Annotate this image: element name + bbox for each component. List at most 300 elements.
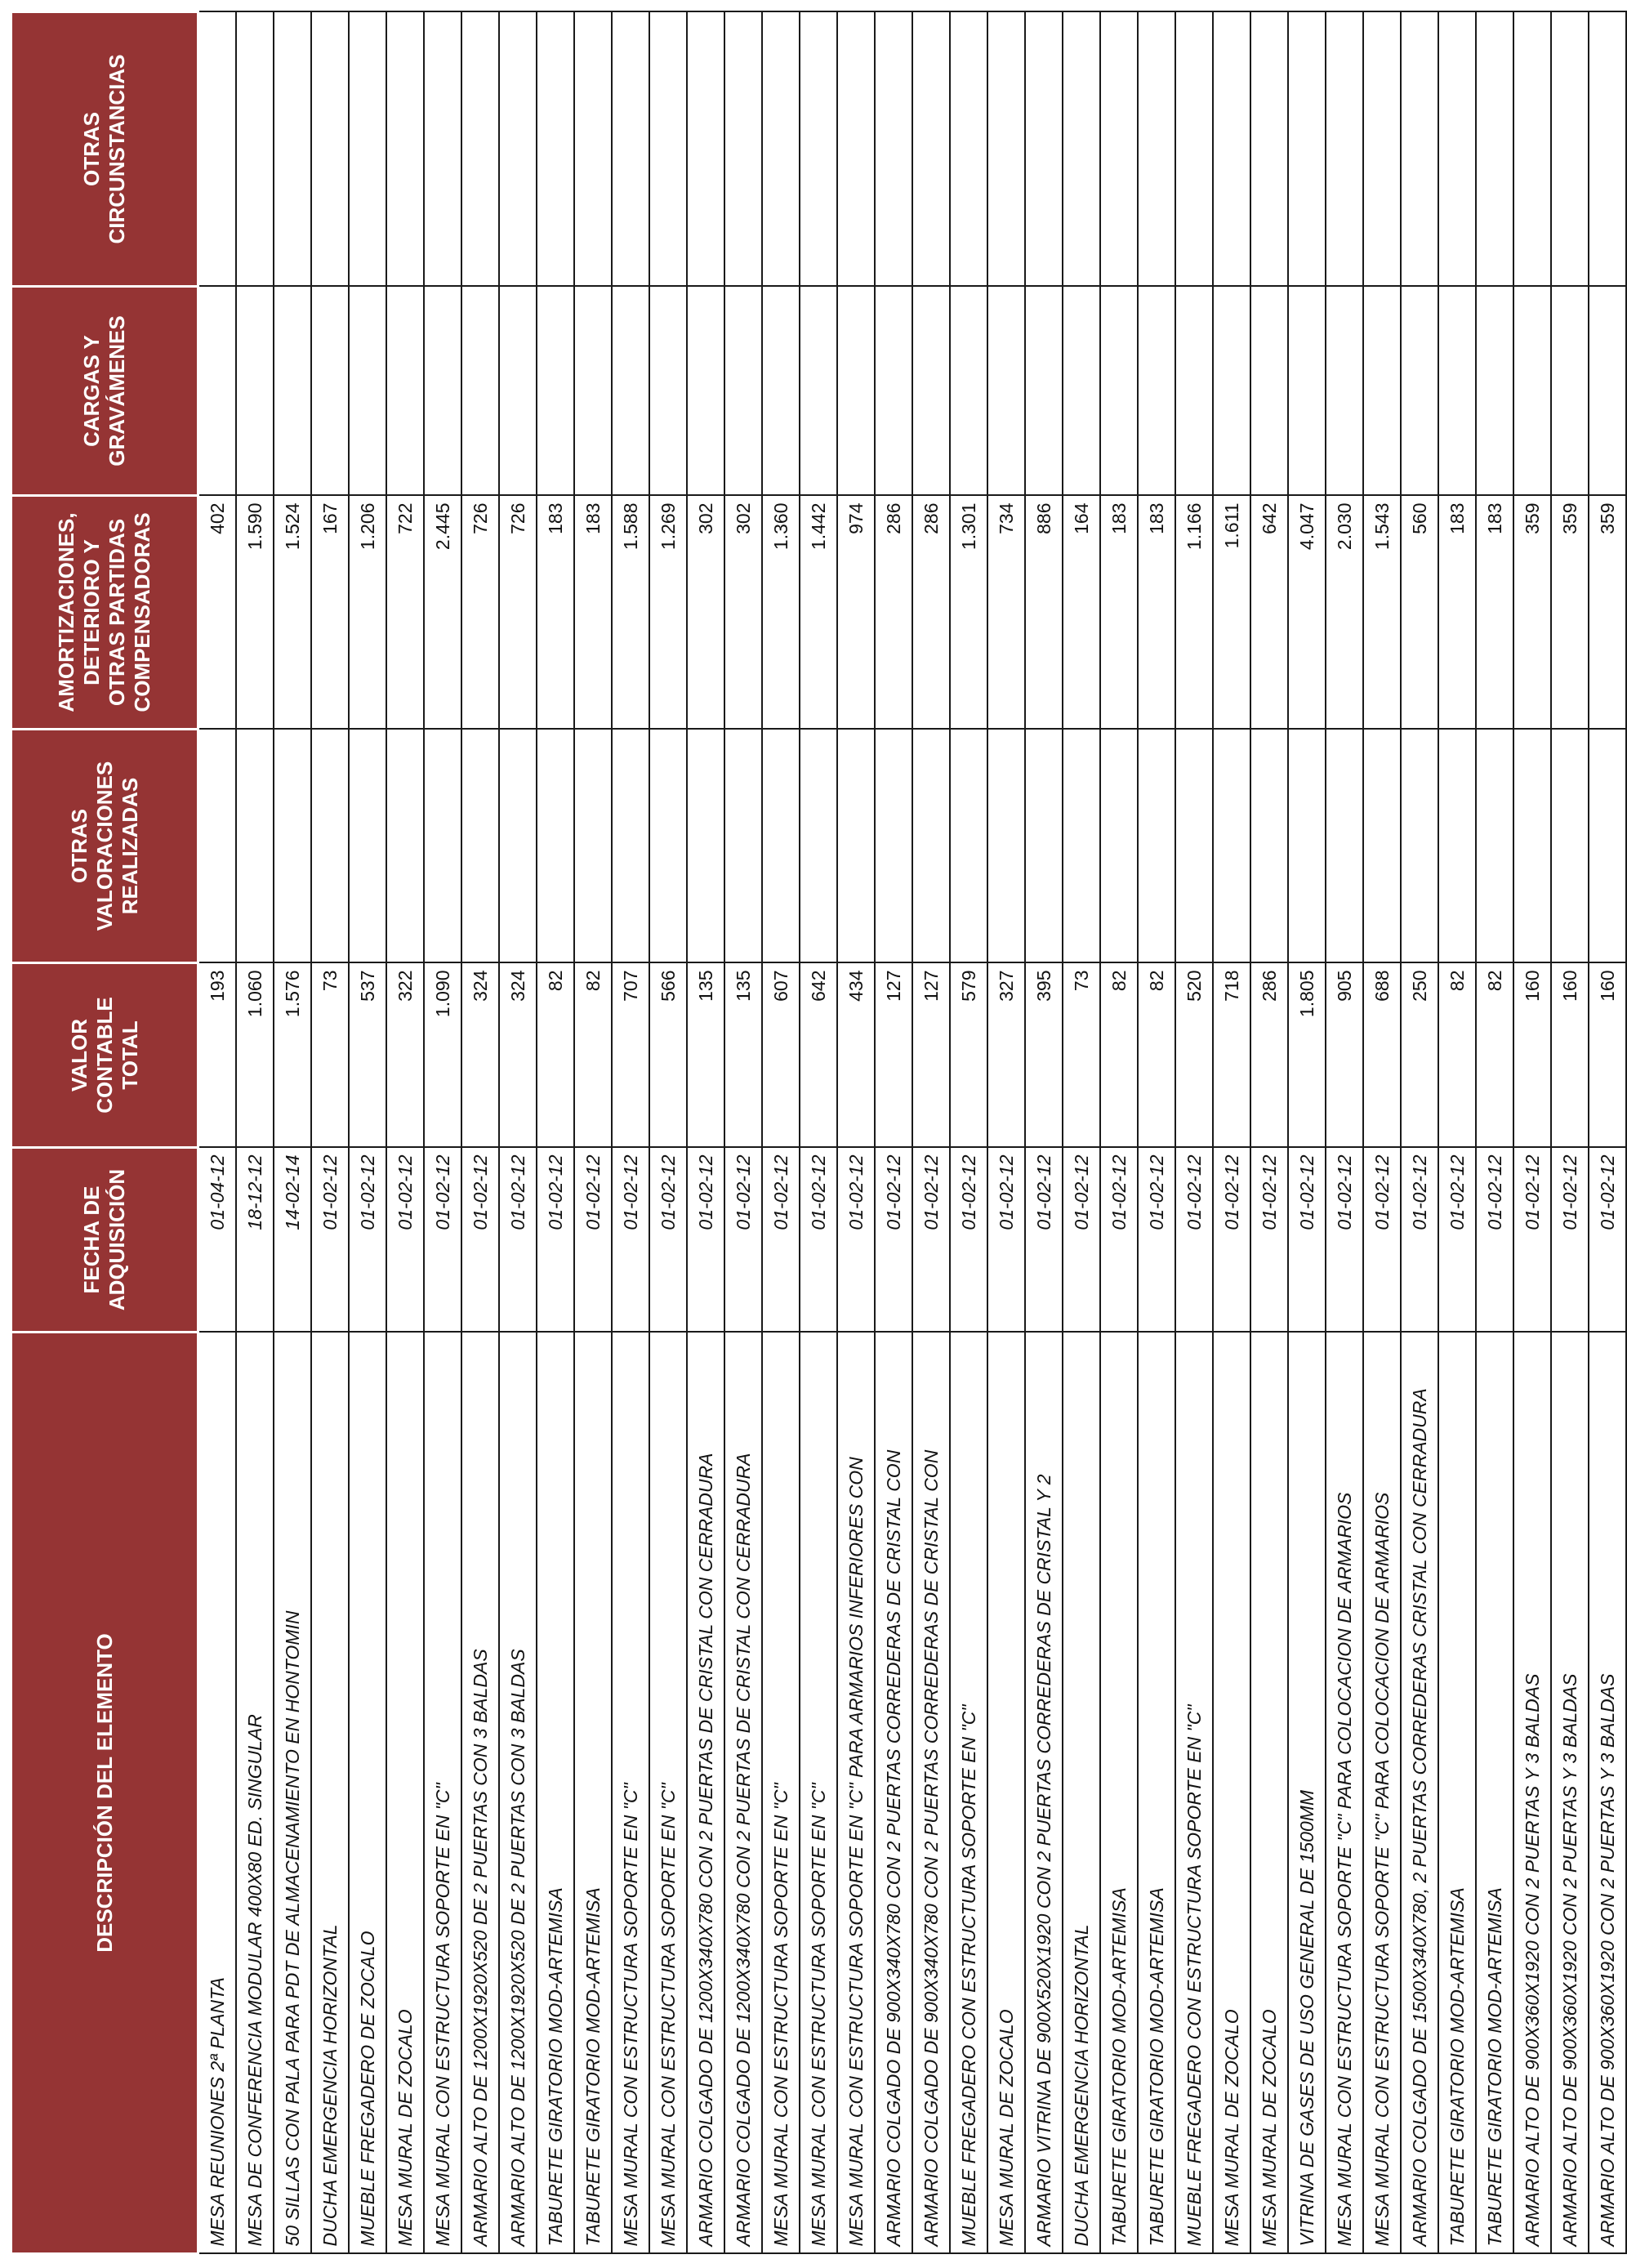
table-row [386,12,424,2254]
cell-otras-circunstancias [1250,12,1288,287]
cell-valor-contable: 193 [198,963,237,1148]
cell-valor-contable: 82 [1100,963,1138,1148]
cell-otras-valoraciones [1551,730,1589,963]
cell-descripcion: MESA DE CONFERENCIA MODULAR 400X80 ED. SINGULAR [236,1333,274,2254]
cell-descripcion: MESA REUNIONES 2ª PLANTA [198,1333,237,2254]
cell-cargas [1138,287,1175,496]
table-row [1138,12,1175,2254]
cell-valor-contable: 322 [386,963,424,1148]
cell-cargas [274,287,311,496]
cell-fecha: 01-02-12 [499,1148,537,1333]
cell-descripcion: MESA MURAL DE ZOCALO [987,1333,1025,2254]
cell-descripcion: MESA MURAL CON ESTRUCTURA SOPORTE EN "C" PARA ARMARIOS INFERIORES CON [837,1333,875,2254]
table-row [274,12,311,2254]
cell-otras-circunstancias [499,12,537,287]
cell-cargas [1213,287,1250,496]
cell-fecha: 01-02-12 [461,1148,499,1333]
table-row [1100,12,1138,2254]
cell-otras-circunstancias [1401,12,1438,287]
cell-cargas [424,287,461,496]
cell-fecha: 01-02-12 [1288,1148,1326,1333]
cell-amortizaciones: 734 [987,496,1025,730]
cell-otras-circunstancias [349,12,386,287]
cell-valor-contable: 566 [649,963,687,1148]
cell-fecha: 01-02-12 [649,1148,687,1333]
cell-cargas [236,287,274,496]
cell-otras-circunstancias [950,12,987,287]
cell-cargas [1401,287,1438,496]
cell-cargas [912,287,950,496]
cell-otras-valoraciones [950,730,987,963]
cell-otras-circunstancias [236,12,274,287]
table-row [1513,12,1551,2254]
cell-amortizaciones: 2.445 [424,496,461,730]
table-row [1363,12,1401,2254]
cell-fecha: 01-02-12 [1025,1148,1063,1333]
cell-cargas [800,287,837,496]
cell-descripcion: VITRINA DE GASES DE USO GENERAL DE 1500MM [1288,1333,1326,2254]
cell-descripcion: 50 SILLAS CON PALA PARA PDT DE ALMACENAMIENTO EN HONTOMIN [274,1333,311,2254]
cell-amortizaciones: 1.301 [950,496,987,730]
cell-otras-valoraciones [274,730,311,963]
table-row [1213,12,1250,2254]
table-row [198,12,237,2254]
cell-otras-circunstancias [762,12,800,287]
cell-fecha: 01-02-12 [1363,1148,1401,1333]
cell-descripcion: MESA MURAL DE ZOCALO [1250,1333,1288,2254]
cell-fecha: 01-02-12 [1401,1148,1438,1333]
cell-otras-valoraciones [236,730,274,963]
cell-fecha: 01-02-12 [724,1148,762,1333]
table-row [1175,12,1213,2254]
cell-valor-contable: 520 [1175,963,1213,1148]
table-row [912,12,950,2254]
cell-fecha: 01-02-12 [762,1148,800,1333]
cell-valor-contable: 82 [1476,963,1513,1148]
table-row [800,12,837,2254]
cell-otras-valoraciones [1138,730,1175,963]
cell-descripcion: MESA MURAL CON ESTRUCTURA SOPORTE EN "C" [800,1333,837,2254]
cell-otras-valoraciones [1326,730,1363,963]
cell-descripcion: ARMARIO COLGADO DE 900X340X780 CON 2 PUERTAS CORREDERAS DE CRISTAL CON [875,1333,912,2254]
cell-valor-contable: 1.576 [274,963,311,1148]
cell-otras-circunstancias [198,12,237,287]
header-valor-contable: VALOR CONTABLE TOTAL [11,963,198,1148]
table-row [724,12,762,2254]
cell-otras-circunstancias [461,12,499,287]
cell-fecha: 01-02-12 [424,1148,461,1333]
cell-amortizaciones: 1.206 [349,496,386,730]
cell-amortizaciones: 1.442 [800,496,837,730]
cell-otras-valoraciones [349,730,386,963]
cell-descripcion: ARMARIO COLGADO DE 1200X340X780 CON 2 PUERTAS DE CRISTAL CON CERRADURA [687,1333,724,2254]
cell-fecha: 01-02-12 [1063,1148,1100,1333]
cell-fecha: 01-04-12 [198,1148,237,1333]
cell-amortizaciones: 164 [1063,496,1100,730]
cell-descripcion: TABURETE GIRATORIO MOD-ARTEMISA [1138,1333,1175,2254]
cell-amortizaciones: 1.590 [236,496,274,730]
cell-otras-valoraciones [649,730,687,963]
cell-cargas [537,287,574,496]
cell-fecha: 01-02-12 [349,1148,386,1333]
cell-fecha: 01-02-12 [912,1148,950,1333]
cell-amortizaciones: 302 [687,496,724,730]
cell-valor-contable: 73 [311,963,349,1148]
cell-amortizaciones: 183 [1476,496,1513,730]
cell-otras-valoraciones [1401,730,1438,963]
cell-otras-valoraciones [1438,730,1476,963]
cell-valor-contable: 82 [1138,963,1175,1148]
cell-cargas [1100,287,1138,496]
cell-fecha: 01-02-12 [950,1148,987,1333]
cell-descripcion: MESA MURAL CON ESTRUCTURA SOPORTE "C" PARA COLOCACION DE ARMARIOS [1326,1333,1363,2254]
cell-otras-valoraciones [912,730,950,963]
cell-valor-contable: 642 [800,963,837,1148]
cell-cargas [349,287,386,496]
cell-otras-valoraciones [724,730,762,963]
cell-descripcion: ARMARIO COLGADO DE 1500X340X780, 2 PUERTAS CORREDERAS CRISTAL CON CERRADURA [1401,1333,1438,2254]
cell-descripcion: MUEBLE FREGADERO CON ESTRUCTURA SOPORTE EN "C" [950,1333,987,2254]
cell-valor-contable: 718 [1213,963,1250,1148]
cell-valor-contable: 127 [912,963,950,1148]
cell-descripcion: DUCHA EMERGENCIA HORIZONTAL [311,1333,349,2254]
cell-fecha: 01-02-12 [1213,1148,1250,1333]
table-row [424,12,461,2254]
cell-valor-contable: 82 [574,963,612,1148]
cell-otras-circunstancias [875,12,912,287]
cell-otras-valoraciones [499,730,537,963]
table-row [612,12,649,2254]
cell-cargas [649,287,687,496]
cell-fecha: 01-02-12 [687,1148,724,1333]
cell-fecha: 01-02-12 [574,1148,612,1333]
cell-valor-contable: 324 [499,963,537,1148]
cell-cargas [950,287,987,496]
cell-amortizaciones: 286 [912,496,950,730]
cell-fecha: 01-02-12 [1326,1148,1363,1333]
cell-amortizaciones: 167 [311,496,349,730]
cell-otras-circunstancias [1589,12,1626,287]
cell-otras-circunstancias [1288,12,1326,287]
cell-descripcion: ARMARIO ALTO DE 900X360X1920 CON 2 PUERTAS Y 3 BALDAS [1513,1333,1551,2254]
table-row [762,12,800,2254]
cell-amortizaciones: 183 [574,496,612,730]
cell-fecha: 01-02-12 [987,1148,1025,1333]
cell-valor-contable: 73 [1063,963,1100,1148]
table-row [1551,12,1589,2254]
cell-fecha: 01-02-12 [1100,1148,1138,1333]
cell-otras-valoraciones [762,730,800,963]
cell-valor-contable: 286 [1250,963,1288,1148]
cell-otras-circunstancias [612,12,649,287]
cell-amortizaciones: 886 [1025,496,1063,730]
table-row [1025,12,1063,2254]
cell-valor-contable: 327 [987,963,1025,1148]
cell-valor-contable: 1.805 [1288,963,1326,1148]
cell-cargas [987,287,1025,496]
cell-otras-valoraciones [1175,730,1213,963]
cell-otras-valoraciones [1025,730,1063,963]
cell-valor-contable: 395 [1025,963,1063,1148]
cell-cargas [1063,287,1100,496]
table-row [875,12,912,2254]
cell-cargas [198,287,237,496]
cell-otras-valoraciones [386,730,424,963]
cell-cargas [1025,287,1063,496]
cell-fecha: 01-02-12 [537,1148,574,1333]
cell-valor-contable: 160 [1589,963,1626,1148]
cell-fecha: 01-02-12 [1551,1148,1589,1333]
cell-fecha: 01-02-12 [1175,1148,1213,1333]
cell-amortizaciones: 359 [1589,496,1626,730]
cell-amortizaciones: 1.611 [1213,496,1250,730]
header-fecha-adquisicion: FECHA DE ADQUISICIÓN [11,1148,198,1333]
cell-amortizaciones: 286 [875,496,912,730]
cell-otras-valoraciones [311,730,349,963]
cell-cargas [1476,287,1513,496]
cell-valor-contable: 579 [950,963,987,1148]
cell-amortizaciones: 726 [499,496,537,730]
cell-otras-circunstancias [386,12,424,287]
cell-fecha: 01-02-12 [1513,1148,1551,1333]
cell-valor-contable: 250 [1401,963,1438,1148]
cell-fecha: 01-02-12 [311,1148,349,1333]
cell-otras-circunstancias [1063,12,1100,287]
cell-valor-contable: 82 [537,963,574,1148]
cell-amortizaciones: 183 [1138,496,1175,730]
cell-descripcion: TABURETE GIRATORIO MOD-ARTEMISA [1100,1333,1138,2254]
cell-cargas [837,287,875,496]
header-amortizaciones: AMORTIZACIONES, DETERIORO Y OTRAS PARTIDAS COMPENSADORAS [11,496,198,730]
cell-cargas [1288,287,1326,496]
cell-otras-circunstancias [311,12,349,287]
cell-otras-valoraciones [1100,730,1138,963]
asset-inventory-table [10,11,1627,2255]
cell-cargas [1589,287,1626,496]
cell-cargas [762,287,800,496]
cell-cargas [1551,287,1589,496]
cell-valor-contable: 434 [837,963,875,1148]
cell-otras-circunstancias [1363,12,1401,287]
cell-otras-circunstancias [912,12,950,287]
cell-amortizaciones: 722 [386,496,424,730]
cell-cargas [311,287,349,496]
cell-amortizaciones: 1.269 [649,496,687,730]
cell-descripcion: MESA MURAL CON ESTRUCTURA SOPORTE EN "C" [649,1333,687,2254]
cell-valor-contable: 688 [1363,963,1401,1148]
cell-fecha: 01-02-12 [1138,1148,1175,1333]
cell-amortizaciones: 1.524 [274,496,311,730]
cell-fecha: 01-02-12 [1589,1148,1626,1333]
cell-fecha: 01-02-12 [1476,1148,1513,1333]
table-row [687,12,724,2254]
cell-descripcion: ARMARIO ALTO DE 900X360X1920 CON 2 PUERTAS Y 3 BALDAS [1589,1333,1626,2254]
cell-otras-valoraciones [198,730,237,963]
cell-cargas [1175,287,1213,496]
cell-otras-valoraciones [424,730,461,963]
cell-otras-valoraciones [1513,730,1551,963]
cell-valor-contable: 135 [724,963,762,1148]
cell-fecha: 01-02-12 [1438,1148,1476,1333]
cell-otras-circunstancias [574,12,612,287]
cell-amortizaciones: 560 [1401,496,1438,730]
cell-amortizaciones: 1.360 [762,496,800,730]
cell-descripcion: TABURETE GIRATORIO MOD-ARTEMISA [1438,1333,1476,2254]
cell-cargas [687,287,724,496]
cell-cargas [724,287,762,496]
cell-cargas [875,287,912,496]
cell-otras-circunstancias [649,12,687,287]
cell-otras-circunstancias [1326,12,1363,287]
cell-descripcion: ARMARIO COLGADO DE 1200X340X780 CON 2 PUERTAS DE CRISTAL CON CERRADURA [724,1333,762,2254]
header-cargas-gravamenes: CARGAS Y GRAVÁMENES [11,287,198,496]
table-row [837,12,875,2254]
table-row [950,12,987,2254]
cell-fecha: 14-02-14 [274,1148,311,1333]
cell-otras-valoraciones [987,730,1025,963]
cell-descripcion: TABURETE GIRATORIO MOD-ARTEMISA [574,1333,612,2254]
cell-fecha: 01-02-12 [386,1148,424,1333]
cell-amortizaciones: 2.030 [1326,496,1363,730]
table-row [987,12,1025,2254]
cell-valor-contable: 135 [687,963,724,1148]
cell-amortizaciones: 183 [537,496,574,730]
cell-otras-valoraciones [1063,730,1100,963]
cell-cargas [461,287,499,496]
cell-valor-contable: 127 [875,963,912,1148]
cell-amortizaciones: 974 [837,496,875,730]
cell-cargas [1438,287,1476,496]
cell-otras-circunstancias [424,12,461,287]
cell-otras-valoraciones [1363,730,1401,963]
cell-otras-valoraciones [837,730,875,963]
cell-otras-valoraciones [1250,730,1288,963]
table-row [574,12,612,2254]
cell-amortizaciones: 4.047 [1288,496,1326,730]
cell-otras-circunstancias [1513,12,1551,287]
cell-otras-valoraciones [1213,730,1250,963]
cell-amortizaciones: 183 [1438,496,1476,730]
cell-amortizaciones: 359 [1551,496,1589,730]
cell-otras-circunstancias [724,12,762,287]
cell-otras-circunstancias [1100,12,1138,287]
cell-otras-valoraciones [612,730,649,963]
cell-cargas [1326,287,1363,496]
table-row [537,12,574,2254]
cell-otras-valoraciones [461,730,499,963]
cell-otras-circunstancias [1213,12,1250,287]
cell-descripcion: MUEBLE FREGADERO DE ZOCALO [349,1333,386,2254]
cell-valor-contable: 160 [1551,963,1589,1148]
cell-descripcion: ARMARIO ALTO DE 1200X1920X520 DE 2 PUERTAS CON 3 BALDAS [499,1333,537,2254]
cell-amortizaciones: 359 [1513,496,1551,730]
cell-valor-contable: 607 [762,963,800,1148]
cell-descripcion: ARMARIO COLGADO DE 900X340X780 CON 2 PUERTAS CORREDERAS DE CRISTAL CON [912,1333,950,2254]
cell-descripcion: TABURETE GIRATORIO MOD-ARTEMISA [1476,1333,1513,2254]
table-row [1401,12,1438,2254]
cell-amortizaciones: 1.166 [1175,496,1213,730]
table-row [499,12,537,2254]
cell-cargas [1363,287,1401,496]
cell-otras-circunstancias [1025,12,1063,287]
cell-cargas [574,287,612,496]
cell-cargas [1250,287,1288,496]
cell-descripcion: MESA MURAL CON ESTRUCTURA SOPORTE "C" PARA COLOCACION DE ARMARIOS [1363,1333,1401,2254]
cell-otras-valoraciones [537,730,574,963]
cell-otras-circunstancias [1175,12,1213,287]
table-row [1326,12,1363,2254]
cell-valor-contable: 1.060 [236,963,274,1148]
table-row [1250,12,1288,2254]
cell-amortizaciones: 183 [1100,496,1138,730]
cell-fecha: 01-02-12 [837,1148,875,1333]
cell-otras-valoraciones [800,730,837,963]
cell-otras-circunstancias [1551,12,1589,287]
table-row [1063,12,1100,2254]
cell-otras-circunstancias [537,12,574,287]
cell-descripcion: MESA MURAL CON ESTRUCTURA SOPORTE EN "C" [762,1333,800,2254]
cell-fecha: 01-02-12 [1250,1148,1288,1333]
cell-amortizaciones: 726 [461,496,499,730]
table-header-row [11,12,198,2254]
cell-descripcion: MESA MURAL CON ESTRUCTURA SOPORTE EN "C" [424,1333,461,2254]
header-otras-circunstancias: OTRAS CIRCUNSTANCIAS [11,12,198,287]
cell-otras-valoraciones [1288,730,1326,963]
cell-descripcion: MESA MURAL DE ZOCALO [386,1333,424,2254]
cell-otras-valoraciones [687,730,724,963]
table-row [236,12,274,2254]
cell-descripcion: MUEBLE FREGADERO CON ESTRUCTURA SOPORTE EN "C" [1175,1333,1213,2254]
table-row [311,12,349,2254]
cell-otras-circunstancias [274,12,311,287]
cell-amortizaciones: 642 [1250,496,1288,730]
cell-valor-contable: 1.090 [424,963,461,1148]
table-row [1589,12,1626,2254]
cell-otras-circunstancias [1138,12,1175,287]
cell-cargas [499,287,537,496]
cell-cargas [612,287,649,496]
cell-descripcion: MESA MURAL CON ESTRUCTURA SOPORTE EN "C" [612,1333,649,2254]
cell-otras-circunstancias [987,12,1025,287]
cell-cargas [1513,287,1551,496]
cell-otras-circunstancias [687,12,724,287]
table-row [1438,12,1476,2254]
cell-valor-contable: 324 [461,963,499,1148]
cell-otras-circunstancias [800,12,837,287]
cell-descripcion: ARMARIO ALTO DE 1200X1920X520 DE 2 PUERTAS CON 3 BALDAS [461,1333,499,2254]
cell-otras-circunstancias [837,12,875,287]
cell-descripcion: MESA MURAL DE ZOCALO [1213,1333,1250,2254]
cell-fecha: 01-02-12 [875,1148,912,1333]
table-row [1288,12,1326,2254]
cell-valor-contable: 537 [349,963,386,1148]
cell-valor-contable: 82 [1438,963,1476,1148]
table-row [461,12,499,2254]
cell-cargas [386,287,424,496]
header-otras-valoraciones: OTRAS VALORACIONES REALIZADAS [11,730,198,963]
cell-otras-valoraciones [875,730,912,963]
cell-amortizaciones: 402 [198,496,237,730]
cell-descripcion: ARMARIO VITRINA DE 900X520X1920 CON 2 PUERTAS CORREDERAS DE CRISTAL Y 2 [1025,1333,1063,2254]
cell-descripcion: ARMARIO ALTO DE 900X360X1920 CON 2 PUERTAS Y 3 BALDAS [1551,1333,1589,2254]
cell-amortizaciones: 302 [724,496,762,730]
cell-otras-valoraciones [1476,730,1513,963]
table-row [349,12,386,2254]
cell-otras-circunstancias [1476,12,1513,287]
cell-otras-circunstancias [1438,12,1476,287]
cell-otras-valoraciones [574,730,612,963]
table-row [649,12,687,2254]
